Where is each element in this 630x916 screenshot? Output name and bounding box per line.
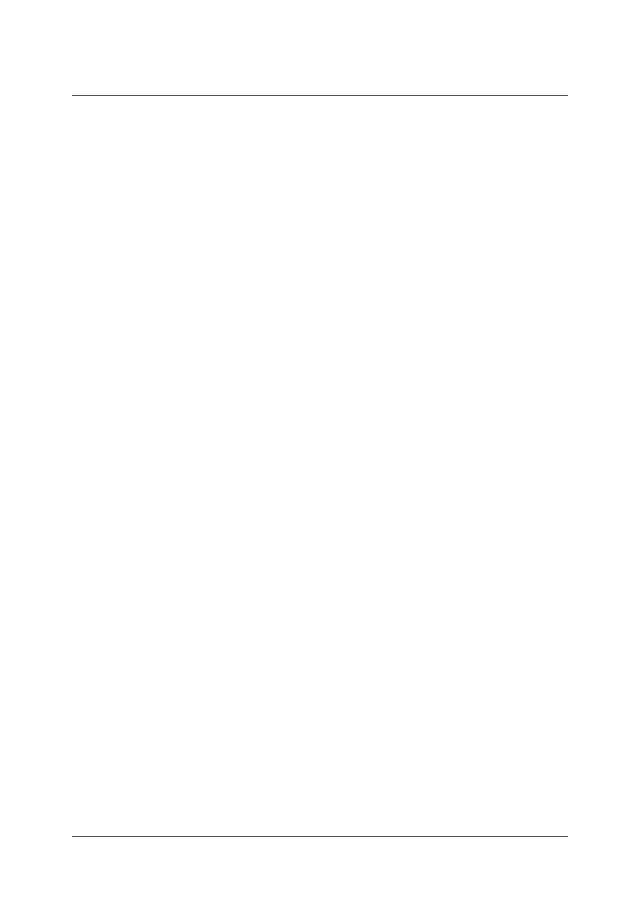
bottom-rule — [72, 836, 568, 837]
top-rule — [72, 95, 568, 96]
